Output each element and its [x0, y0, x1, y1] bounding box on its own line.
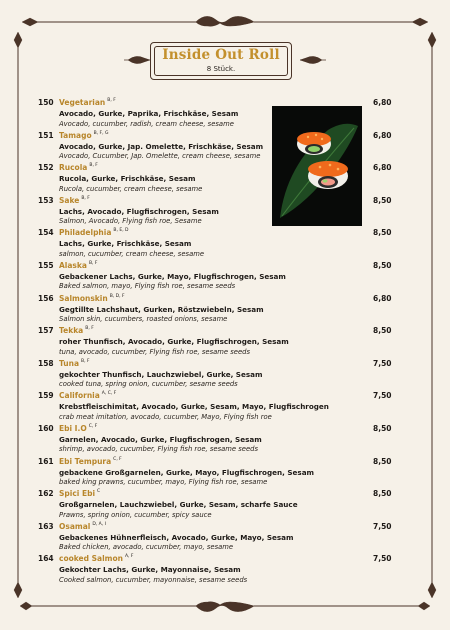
item-number: 159: [38, 391, 54, 401]
item-price: 7,50: [373, 358, 392, 368]
item-allergens: B, D, F: [109, 293, 125, 299]
item-price: 8,50: [373, 228, 392, 238]
item-price: 8,50: [373, 260, 392, 270]
menu-item: [0, 293, 450, 326]
item-price: 6,80: [373, 130, 392, 140]
menu-item: [0, 456, 450, 489]
item-allergens: B, F: [89, 163, 98, 169]
item-price: 8,50: [373, 456, 392, 466]
menu-item: [0, 358, 450, 391]
item-number: 162: [38, 489, 54, 499]
item-allergens: D, A, I: [92, 521, 106, 527]
menu-item: [0, 423, 450, 456]
item-allergens: B, F: [107, 98, 116, 103]
item-name: Osamal $^{D, A, I}$: [59, 521, 106, 531]
title-plaque: [150, 42, 292, 80]
item-description-en: crab meat imitation, avocado, cucumber, Mayo, Flying fish roe: [59, 412, 272, 421]
menu-item: [0, 130, 450, 163]
menu-item: [0, 97, 450, 130]
item-description-en: baked king prawns, cucumber, mayo, Flying fish roe, sesame: [59, 478, 268, 487]
item-description-de: Gebackener Lachs, Gurke, Mayo, Flugfischrogen, Sesam: [59, 271, 286, 281]
menu-item: [0, 325, 450, 358]
item-name: Sake $^{B, F}$: [59, 195, 90, 205]
menu-item: [0, 195, 450, 228]
item-number: 158: [38, 358, 54, 368]
item-number: 156: [38, 293, 54, 303]
item-price: 8,50: [373, 489, 392, 499]
item-description-en: Salmon skin, cucumbers, roasted onions, sesame: [59, 315, 228, 324]
item-description-de: Lachs, Avocado, Flugfischrogen, Sesam: [59, 206, 219, 216]
menu-item: [0, 227, 450, 260]
item-description-en: Baked chicken, avocado, cucumber, mayo, sesame: [59, 543, 234, 552]
item-price: 6,80: [373, 163, 392, 173]
item-description-en: cooked tuna, spring onion, cucumber, sesame seeds: [59, 380, 238, 389]
item-description-de: Avocado, Gurke, Paprika, Frischkäse, Sesam: [59, 109, 239, 118]
menu-item: [0, 521, 450, 554]
item-allergens: B, F: [88, 260, 98, 266]
item-name: Tekka $^{B, F}$: [59, 326, 94, 336]
item-price: 7,50: [373, 521, 392, 531]
item-description-en: Cooked salmon, cucumber, mayonnaise, sesame seeds: [59, 575, 248, 584]
item-description-en: shrimp, avocado, cucumber, Flying fish roe, sesame seeds: [59, 445, 259, 454]
item-price: 8,50: [373, 195, 392, 205]
menu-item: [0, 260, 450, 293]
item-price: 8,50: [373, 423, 392, 433]
item-allergens: C: [97, 489, 101, 495]
item-allergens: B, E, D: [113, 228, 129, 234]
item-allergens: B, F: [85, 326, 94, 332]
item-description-en: Salmon, Avocado, Flying fish roe, Sesame: [59, 217, 202, 226]
item-name: California $^{A, C, F}$: [59, 391, 117, 401]
item-number: 160: [38, 423, 54, 433]
item-name: Ebi Tempura $^{C, F}$: [59, 456, 122, 466]
item-number: 163: [38, 521, 54, 531]
item-description-de: Lachs, Gurke, Frischkäse, Sesam: [59, 239, 192, 249]
item-description-de: Gegtillte Lachshaut, Gurken, Röstzwiebeln, Sesam: [59, 304, 264, 314]
item-price: 7,50: [373, 554, 392, 564]
item-description-en: Avocado, Cucumber, Jap. Omelette, cream cheese, sesame: [59, 152, 261, 161]
item-number: 161: [38, 456, 54, 466]
item-description-de: Avocado, Gurke, Jap. Omelette, Frischkäse, Sesam: [59, 141, 264, 151]
item-allergens: A, C, F: [101, 391, 117, 397]
item-allergens: C, F: [113, 456, 122, 462]
item-name: Vegetarian $^{B, F}$: [59, 98, 116, 107]
item-allergens: B, F: [81, 358, 90, 364]
item-allergens: B, F: [81, 195, 90, 201]
item-description-en: Prawns, spring onion, cucumber, spicy sauce: [59, 510, 212, 519]
item-price: 7,50: [373, 391, 392, 401]
item-description-de: roher Thunfisch, Avocado, Gurke, Flugfischrogen, Sesam: [59, 337, 289, 347]
item-description-en: Rucola, cucumber, cream cheese, sesame: [59, 184, 203, 193]
item-name: Rucola $^{B, F}$: [59, 163, 98, 173]
menu-item: [0, 488, 450, 521]
item-description-de: Garnelen, Avocado, Gurke, Flugfischrogen, Sesam: [59, 434, 262, 444]
item-allergens: A, F: [124, 554, 134, 560]
item-description-en: salmon, cucumber, cream cheese, sesame: [59, 249, 205, 258]
item-number: 152: [38, 163, 54, 173]
item-description-de: gebackene Großgarnelen, Gurke, Mayo, Flugfischrogen, Sesam: [59, 467, 315, 477]
item-price: 6,80: [373, 293, 392, 303]
item-price: 8,50: [373, 326, 392, 336]
item-name: cooked Salmon $^{A, F}$: [59, 554, 134, 564]
menu-section-subtitle: 8 Stück.: [206, 65, 236, 73]
menu-item-list: [0, 97, 450, 586]
item-description-de: Großgarnelen, Lauchzwiebel, Gurke, Sesam, scharfe Sauce: [59, 500, 298, 510]
item-name: Salmonskin $^{B, D, F}$: [59, 293, 125, 303]
item-name: Tuna $^{B, F}$: [59, 358, 90, 368]
item-description-de: Rucola, Gurke, Frischkäse, Sesam: [59, 174, 196, 184]
item-number: 157: [38, 326, 54, 336]
menu-item: [0, 553, 450, 586]
item-number: 151: [38, 130, 54, 140]
menu-item: [0, 162, 450, 195]
item-description-de: Gebackenes Hühnerfleisch, Avocado, Gurke, Mayo, Sesam: [59, 532, 294, 542]
item-number: 154: [38, 228, 54, 238]
item-allergens: B, F, G: [93, 130, 109, 136]
item-description-de: Gekochter Lachs, Gurke, Mayonnaise, Sesam: [59, 565, 241, 575]
item-allergens: C, F: [88, 423, 98, 429]
item-number: 155: [38, 260, 54, 270]
menu-section-title: Inside Out Roll: [162, 47, 280, 63]
item-description-de: gekochter Thunfisch, Lauchzwiebel, Gurke, Sesam: [59, 369, 263, 379]
item-description-en: tuna, avocado, cucumber, Flying fish roe, sesame seeds: [59, 347, 251, 356]
item-name: Tamago $^{B, F, G}$: [59, 130, 109, 140]
item-number: 153: [38, 195, 54, 205]
item-name: Ebi I.O $^{C, F}$: [59, 423, 98, 433]
item-description-en: Baked salmon, mayo, Flying fish roe, sesame seeds: [59, 282, 236, 291]
item-price: 6,80: [373, 98, 392, 107]
item-description-en: Avocado, cucumber, radish, cream cheese, sesame: [59, 119, 234, 128]
item-number: 150: [38, 98, 54, 107]
item-description-de: Krebstfleischimitat, Avocado, Gurke, Sesam, Mayo, Flugfischrogen: [59, 402, 329, 412]
item-number: 164: [38, 554, 54, 564]
menu-item: [0, 390, 450, 423]
item-name: Philadelphia $^{B, E, D}$: [59, 228, 129, 238]
item-name: Alaska $^{B, F}$: [59, 260, 98, 270]
item-name: Spici Ebi $^C$: [59, 489, 101, 499]
